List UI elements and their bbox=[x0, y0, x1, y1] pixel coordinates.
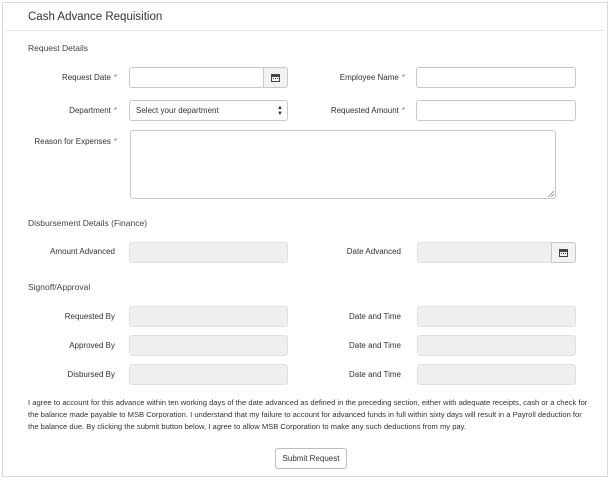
amount-advanced-input[interactable] bbox=[129, 242, 288, 263]
agreement-text: I agree to account for this advance within ten working days of the date advanced as defined in the preceding section, either with adequate receipts, cash or a check for the balance made payable to MSB Corporation. I understand that my failure to account for advanced funds in full within sixty days will result in a Payroll deduction for the balance due. By clicking the submit button below, I agree to allow MSB Corporation to make any such deductions from my pay. bbox=[28, 398, 588, 431]
calendar-icon bbox=[559, 249, 568, 257]
request-date-label-text: Request Date bbox=[61, 73, 111, 82]
disbursed-by-label: Disbursed By bbox=[67, 370, 115, 379]
required-asterisk: * bbox=[113, 73, 117, 82]
updown-arrows-icon: ▲ ▼ bbox=[277, 105, 283, 117]
date-advanced-input[interactable] bbox=[417, 242, 552, 263]
approved-by-label: Approved By bbox=[69, 341, 115, 350]
employee-name-input[interactable] bbox=[416, 67, 576, 88]
section-request-details: Request Details bbox=[28, 43, 89, 53]
request-date-input[interactable] bbox=[129, 67, 264, 88]
section-disbursement-details: Disbursement Details (Finance) bbox=[28, 218, 148, 228]
requested-date-time-input[interactable] bbox=[417, 306, 576, 327]
employee-name-label bbox=[340, 73, 405, 82]
date-time-label: Date and Time bbox=[348, 370, 401, 379]
resize-grip-icon[interactable] bbox=[547, 190, 554, 197]
approved-date-time-input[interactable] bbox=[417, 335, 576, 356]
section-signoff-approval: Signoff/Approval bbox=[28, 282, 91, 292]
reason-label bbox=[34, 137, 117, 146]
request-date-calendar-button[interactable] bbox=[263, 67, 288, 88]
requested-by-label: Requested By bbox=[64, 312, 115, 321]
approved-by-input[interactable] bbox=[129, 335, 288, 356]
employee-name-label-text: Employee Name bbox=[339, 73, 399, 82]
department-label-text: Department bbox=[69, 106, 111, 115]
requested-amount-input[interactable] bbox=[416, 100, 576, 121]
required-asterisk: * bbox=[401, 106, 405, 115]
date-time-label: Date and Time bbox=[348, 312, 401, 321]
requested-amount-label bbox=[331, 106, 405, 115]
required-asterisk: * bbox=[113, 106, 117, 115]
disbursed-by-input[interactable] bbox=[129, 364, 288, 385]
date-advanced-calendar-button[interactable] bbox=[551, 242, 576, 263]
amount-advanced-label: Amount Advanced bbox=[50, 247, 115, 256]
department-select[interactable] bbox=[129, 100, 288, 121]
requested-by-input[interactable] bbox=[129, 306, 288, 327]
submit-request-button[interactable]: Submit Request bbox=[275, 448, 347, 469]
reason-textarea[interactable] bbox=[130, 130, 556, 199]
date-advanced-label: Date Advanced bbox=[346, 247, 401, 256]
department-selected-value: Select your department bbox=[136, 106, 219, 115]
requested-amount-label-text: Requested Amount bbox=[330, 106, 399, 115]
required-asterisk: * bbox=[401, 73, 405, 82]
title-divider bbox=[6, 30, 604, 31]
reason-label-text: Reason for Expenses bbox=[34, 137, 111, 146]
department-label bbox=[69, 106, 117, 115]
form-title: Cash Advance Requisition bbox=[28, 11, 163, 23]
disbursed-date-time-input[interactable] bbox=[417, 364, 576, 385]
request-date-label bbox=[62, 73, 117, 82]
calendar-icon bbox=[271, 74, 280, 82]
date-time-label: Date and Time bbox=[348, 341, 401, 350]
required-asterisk: * bbox=[113, 137, 117, 146]
form-panel bbox=[2, 2, 608, 477]
